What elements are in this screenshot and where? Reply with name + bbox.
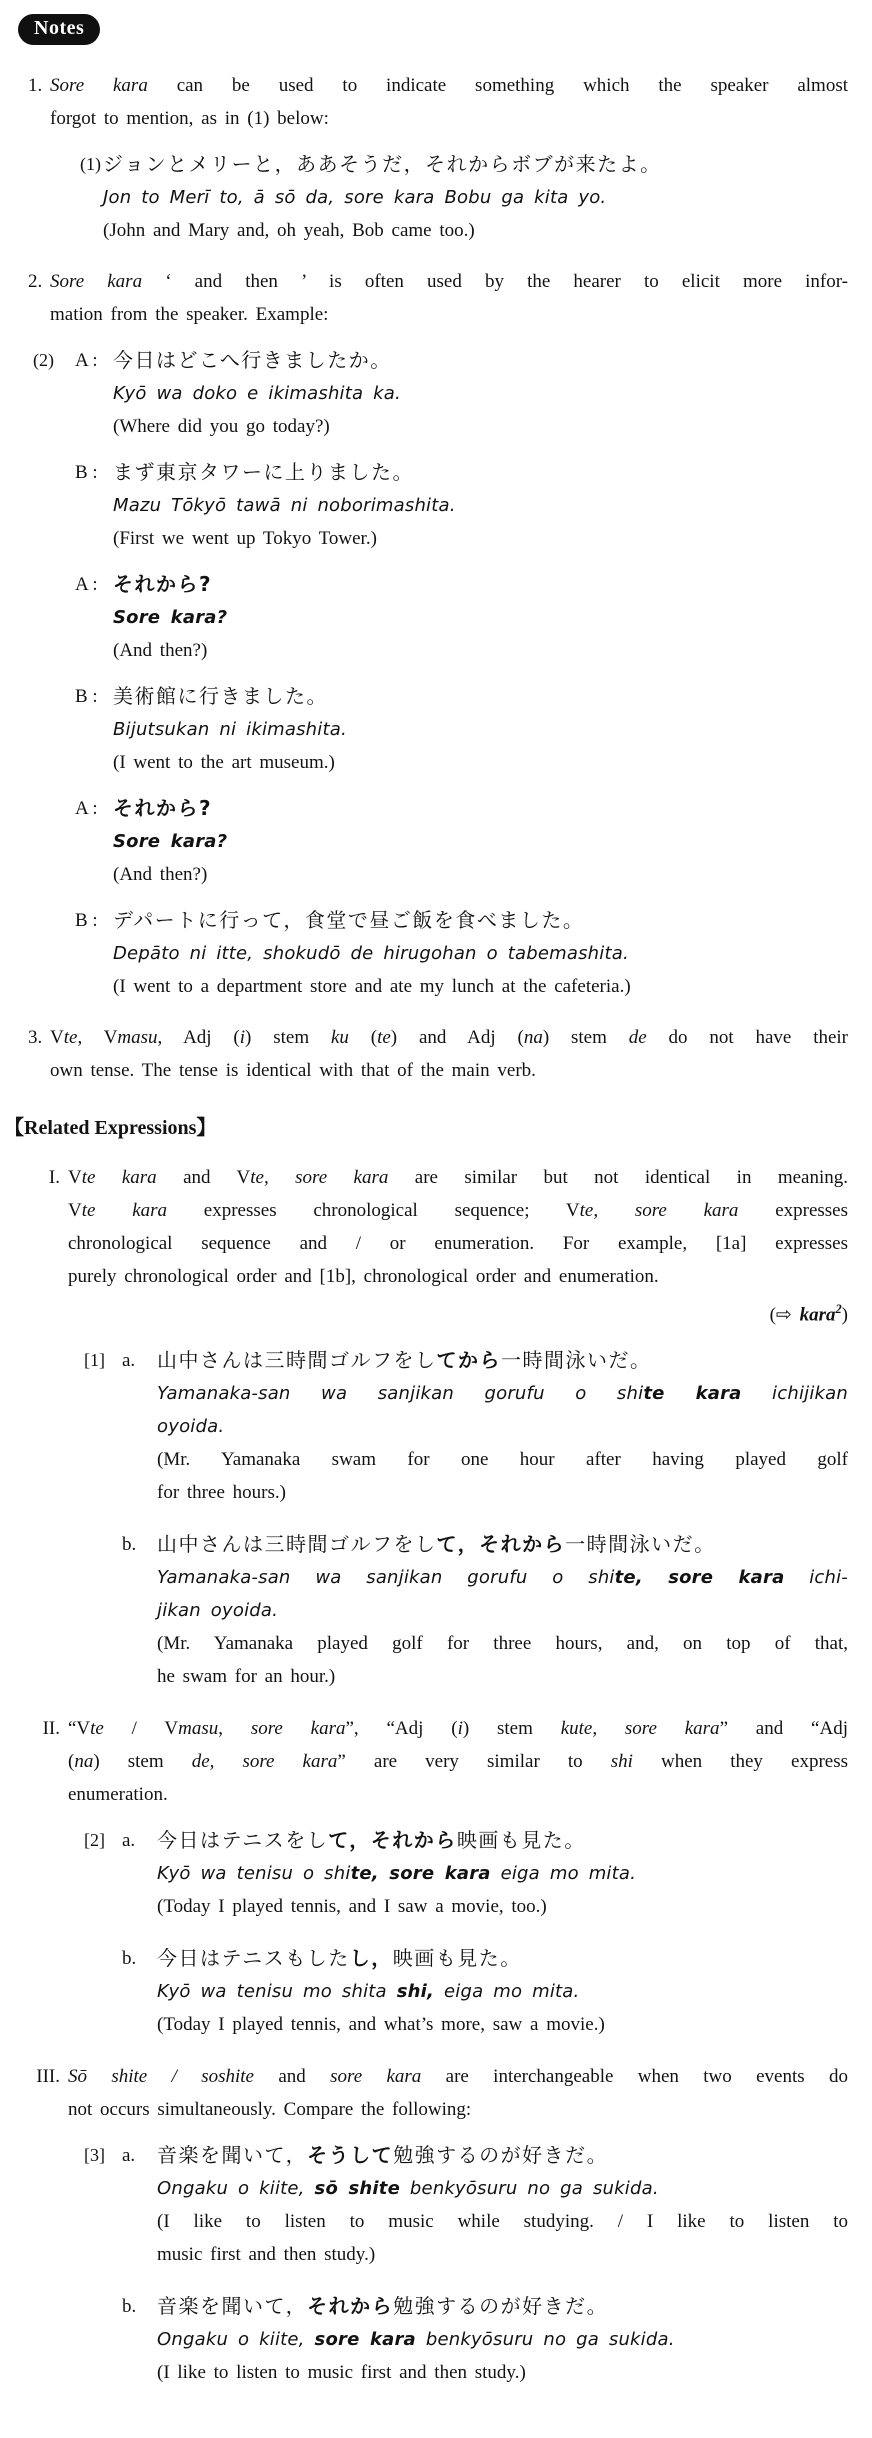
text-segment: (And then?) bbox=[113, 864, 208, 885]
note-item bbox=[0, 69, 848, 135]
romaji-line bbox=[113, 937, 848, 970]
item-number: 3. bbox=[28, 1027, 43, 1048]
text-segment: 一時間泳いだ。 bbox=[565, 1532, 716, 1557]
text-segment: are interchangeable when two events do bbox=[421, 2066, 849, 2088]
text-segment: Kyō wa tenisu o shi bbox=[157, 1863, 351, 1885]
english-line bbox=[68, 1194, 848, 1227]
english-line bbox=[113, 410, 848, 443]
text-segment: デパートに行って，食堂で昼ご飯を食べました。 bbox=[113, 908, 585, 932]
speaker-label: A : bbox=[75, 798, 98, 819]
related-expressions-header: 【Related Expressions】 bbox=[4, 1117, 217, 1139]
example-block bbox=[0, 148, 848, 247]
dialogue-turn bbox=[0, 792, 848, 891]
text-segment: ) stem bbox=[93, 1751, 192, 1773]
japanese-line bbox=[113, 792, 848, 825]
text-segment: (Today I played tennis, and what’s more, saw a movie.) bbox=[157, 2014, 605, 2036]
notes-badge: Notes bbox=[18, 14, 100, 45]
romaji-line bbox=[157, 2172, 848, 2205]
text-segment: masu bbox=[178, 1718, 219, 1740]
speaker-label: B : bbox=[75, 910, 98, 931]
text-segment: i bbox=[457, 1718, 463, 1740]
text-segment: benkyōsuru no ga sukida. bbox=[415, 2329, 675, 2351]
text-segment: sore kara bbox=[250, 1718, 346, 1740]
text-segment: ichi- bbox=[784, 1567, 848, 1589]
text-segment: (I like to listen to music while studying. / I like to listen to bbox=[157, 2211, 848, 2233]
sub-example bbox=[0, 2290, 848, 2389]
romaji-line bbox=[113, 377, 848, 410]
english-line bbox=[68, 2060, 848, 2093]
text-segment: Yamanaka-san wa sanjikan gorufu o shi bbox=[157, 1383, 644, 1405]
text-segment: te, sore kara bbox=[250, 1167, 389, 1188]
japanese-line bbox=[157, 1942, 848, 1975]
text-segment: na bbox=[74, 1751, 94, 1773]
text-segment: ) stem bbox=[542, 1027, 629, 1048]
text-segment: , V bbox=[77, 1027, 118, 1048]
text-segment: ジョンとメリーと，ああそうだ，それからボブが来たよ。 bbox=[103, 152, 662, 176]
item-number: III. bbox=[36, 2066, 60, 2088]
text-segment: own tense. The tense is identical with that of the main verb. bbox=[50, 1060, 536, 1081]
text-segment: Sore kara? bbox=[113, 607, 228, 628]
text-segment: Sore kara bbox=[50, 271, 143, 292]
text-segment: music first and then study.) bbox=[157, 2244, 376, 2266]
japanese-line bbox=[113, 568, 848, 601]
bracket-label: [1] bbox=[84, 1350, 105, 1371]
text-segment: (Mr. Yamanaka swam for one hour after having played golf bbox=[157, 1449, 848, 1471]
text-segment: te bbox=[377, 1027, 391, 1048]
letter-label: a. bbox=[122, 1830, 136, 1852]
text-segment: ‘ and then ’ is often used by the hearer to elicit more infor- bbox=[142, 271, 848, 292]
note-item bbox=[0, 1021, 848, 1087]
text-segment: , Adj ( bbox=[157, 1027, 240, 1048]
text-segment: ”, “Adj ( bbox=[345, 1718, 458, 1740]
text-segment: (Today I played tennis, and I saw a movie, too.) bbox=[157, 1896, 547, 1918]
text-segment: そうして bbox=[307, 2143, 394, 2168]
note-item bbox=[0, 265, 848, 331]
text-segment: Ongaku o kiite, bbox=[157, 2178, 315, 2200]
english-line bbox=[157, 1476, 848, 1509]
english-line bbox=[68, 1745, 848, 1778]
text-segment: V bbox=[68, 1167, 82, 1188]
text-segment: Bijutsukan ni ikimashita. bbox=[113, 719, 347, 740]
text-segment: ku bbox=[330, 1027, 349, 1048]
letter-label: b. bbox=[122, 1534, 137, 1556]
romaji-line bbox=[113, 825, 848, 858]
japanese-line bbox=[113, 680, 848, 713]
text-segment: それから? bbox=[113, 796, 213, 820]
japanese-line bbox=[157, 1344, 848, 1377]
text-segment: te kara bbox=[643, 1383, 742, 1405]
dialogue-turn bbox=[0, 344, 848, 443]
text-segment: expresses bbox=[738, 1200, 848, 1221]
text-segment: te bbox=[90, 1718, 104, 1740]
text-segment: V bbox=[68, 1200, 82, 1221]
letter-label: a. bbox=[122, 2145, 136, 2167]
text-segment: それから bbox=[307, 2294, 394, 2319]
text-segment: i bbox=[239, 1027, 246, 1048]
romaji-line bbox=[157, 1410, 848, 1443]
text-segment: 今日はテニスをし bbox=[157, 1828, 329, 1853]
text-segment: V bbox=[50, 1027, 64, 1048]
text-segment: shi bbox=[610, 1751, 633, 1773]
bracket-label: [2] bbox=[84, 1830, 105, 1851]
text-segment: “V bbox=[68, 1718, 91, 1740]
english-line bbox=[68, 1712, 848, 1745]
text-segment: te kara bbox=[81, 1200, 168, 1221]
text-segment: 音楽を聞いて， bbox=[157, 2143, 308, 2168]
text-segment: jikan oyoida. bbox=[157, 1600, 279, 1622]
bracket-label: [3] bbox=[84, 2145, 105, 2166]
text-segment: ” and “Adj bbox=[719, 1718, 848, 1740]
english-line bbox=[68, 1161, 848, 1194]
text-segment: ichijikan bbox=[741, 1383, 849, 1405]
text-segment: (First we went up Tokyo Tower.) bbox=[113, 528, 377, 549]
romaji-line bbox=[157, 1857, 848, 1890]
english-line bbox=[50, 69, 848, 102]
text-segment: Mazu Tōkyō tawā ni noborimashita. bbox=[113, 495, 456, 516]
english-line bbox=[157, 2238, 848, 2271]
english-line bbox=[50, 265, 848, 298]
japanese-line bbox=[157, 1824, 848, 1857]
romaji-line bbox=[113, 489, 848, 522]
japanese-line bbox=[103, 148, 848, 181]
dialogue-turn bbox=[0, 680, 848, 779]
text-segment: oyoida. bbox=[157, 1416, 225, 1438]
english-line bbox=[157, 2008, 848, 2041]
english-line bbox=[50, 1021, 848, 1054]
english-line bbox=[103, 214, 848, 247]
text-segment: まず東京タワーに上りました。 bbox=[113, 460, 414, 484]
text-segment: enumeration. bbox=[68, 1784, 168, 1806]
letter-label: b. bbox=[122, 1948, 137, 1970]
text-segment: (And then?) bbox=[113, 640, 208, 661]
text-segment: benkyōsuru no ga sukida. bbox=[400, 2178, 659, 2200]
text-segment: Jon to Merī to, ā sō da, sore kara Bobu ga kita yo. bbox=[103, 187, 607, 208]
letter-label: a. bbox=[122, 1350, 136, 1372]
text-segment: Yamanaka-san wa sanjikan gorufu o shi bbox=[157, 1567, 615, 1589]
text-segment: eiga mo mita. bbox=[434, 1981, 580, 2003]
text-segment: (Where did you go today?) bbox=[113, 416, 330, 437]
text-segment: 音楽を聞いて， bbox=[157, 2294, 308, 2319]
text-segment: are similar but not identical in meaning. bbox=[388, 1167, 849, 1188]
text-segment: mation from the speaker. Example: bbox=[50, 304, 329, 325]
speaker-label: A : bbox=[75, 574, 98, 595]
text-segment: て，それから bbox=[328, 1828, 457, 1853]
text-segment: (⇨ bbox=[769, 1304, 800, 1326]
english-line bbox=[157, 1890, 848, 1923]
romaji-line bbox=[157, 1377, 848, 1410]
text-segment: ( bbox=[68, 1751, 75, 1773]
text-segment: それから? bbox=[113, 572, 213, 596]
item-number: 1. bbox=[28, 75, 43, 96]
related-item bbox=[0, 2060, 848, 2126]
japanese-line bbox=[157, 2290, 848, 2323]
item-number: 2. bbox=[28, 271, 43, 292]
text-segment: 美術館に行きました。 bbox=[113, 684, 328, 708]
text-segment: te bbox=[63, 1027, 78, 1048]
sub-example bbox=[0, 2139, 848, 2271]
text-segment: ) stem bbox=[462, 1718, 561, 1740]
english-line bbox=[113, 634, 848, 667]
text-segment: Ongaku o kiite, bbox=[157, 2329, 315, 2351]
text-segment: 山中さんは三時間ゴルフをし bbox=[157, 1532, 437, 1557]
sub-example bbox=[0, 1942, 848, 2041]
japanese-line bbox=[113, 344, 848, 377]
english-line bbox=[68, 1778, 848, 1811]
dialogue-turn bbox=[0, 568, 848, 667]
text-segment: not occurs simultaneously. Compare the following: bbox=[68, 2099, 472, 2121]
text-segment: sō shite bbox=[314, 2178, 400, 2200]
text-segment: (I like to listen to music first and then study.) bbox=[157, 2362, 526, 2384]
text-segment: し， bbox=[349, 1946, 393, 1971]
text-segment: 映画も見た。 bbox=[456, 1828, 586, 1853]
example-label: (2) bbox=[33, 350, 54, 370]
text-segment: Kyō wa tenisu mo shita bbox=[157, 1981, 397, 2003]
related-item bbox=[0, 1712, 848, 1811]
japanese-line bbox=[157, 1528, 848, 1561]
text-segment: , bbox=[218, 1718, 251, 1740]
text-segment: Sō shite / soshite bbox=[68, 2066, 254, 2088]
text-segment: expresses chronological sequence; V bbox=[167, 1200, 580, 1221]
related-item bbox=[0, 1161, 848, 1331]
text-segment: (Mr. Yamanaka played golf for three hours, and, on top of that, bbox=[157, 1633, 848, 1655]
text-segment: 一時間泳いだ。 bbox=[501, 1348, 652, 1373]
text-segment: eiga mo mita. bbox=[490, 1863, 637, 1885]
item-number: I. bbox=[48, 1167, 60, 1188]
english-line bbox=[68, 1293, 848, 1331]
text-segment: kara bbox=[799, 1304, 836, 1326]
text-segment: forgot to mention, as in (1) below: bbox=[50, 108, 329, 129]
text-segment: 映画も見た。 bbox=[392, 1946, 522, 1971]
english-line bbox=[157, 1627, 848, 1660]
text-segment: Sore kara bbox=[50, 75, 148, 96]
text-segment: ” are very similar to bbox=[337, 1751, 611, 1773]
text-segment: do not have their bbox=[646, 1027, 849, 1048]
text-segment: for three hours.) bbox=[157, 1482, 286, 1504]
text-segment: he swam for an hour.) bbox=[157, 1666, 336, 1688]
english-line bbox=[50, 298, 848, 331]
text-segment: de bbox=[628, 1027, 647, 1048]
english-line bbox=[113, 522, 848, 555]
text-segment: Sore kara? bbox=[113, 831, 228, 852]
text-segment: de, sore kara bbox=[191, 1751, 338, 1773]
text-segment: 今日はテニスもした bbox=[157, 1946, 350, 1971]
text-segment: masu bbox=[117, 1027, 158, 1048]
japanese-line bbox=[113, 904, 848, 937]
english-line bbox=[50, 1054, 848, 1087]
text-segment: 勉強するのが好きだ。 bbox=[393, 2143, 609, 2168]
dialogue-turn bbox=[0, 456, 848, 555]
japanese-line bbox=[113, 456, 848, 489]
romaji-line bbox=[113, 713, 848, 746]
text-segment: can be used to indicate something which the speaker almost bbox=[147, 75, 848, 96]
english-line bbox=[50, 102, 848, 135]
text-segment: Kyō wa doko e ikimashita ka. bbox=[113, 383, 401, 404]
text-segment: ) stem bbox=[245, 1027, 331, 1048]
english-line bbox=[113, 970, 848, 1003]
english-line bbox=[157, 1443, 848, 1476]
text-segment: ) and Adj ( bbox=[390, 1027, 524, 1048]
text-segment: 山中さんは三時間ゴルフをし bbox=[157, 1348, 437, 1373]
text-segment: te kara bbox=[81, 1167, 157, 1188]
sub-example bbox=[0, 1344, 848, 1509]
text-segment: te, sore kara bbox=[614, 1567, 785, 1589]
text-segment: (I went to a department store and ate my lunch at the cafeteria.) bbox=[113, 976, 631, 997]
text-segment: chronological sequence and / or enumeration. For example, [1a] expresses bbox=[68, 1233, 848, 1254]
sub-example bbox=[0, 1824, 848, 1923]
text-segment: kute, sore kara bbox=[560, 1718, 720, 1740]
text-segment: ( bbox=[348, 1027, 378, 1048]
english-line bbox=[68, 2093, 848, 2126]
romaji-line bbox=[157, 2323, 848, 2356]
english-line bbox=[113, 746, 848, 779]
japanese-line bbox=[157, 2139, 848, 2172]
text-segment: / V bbox=[103, 1718, 179, 1740]
english-line bbox=[157, 1660, 848, 1693]
romaji-line bbox=[157, 1594, 848, 1627]
text-segment: 2 bbox=[835, 1302, 842, 1316]
dialogue-turn bbox=[0, 904, 848, 1003]
text-segment: and bbox=[253, 2066, 331, 2088]
text-segment: てから bbox=[436, 1348, 501, 1373]
text-segment: (I went to the art museum.) bbox=[113, 752, 335, 773]
text-segment: shi, bbox=[396, 1981, 435, 2003]
romaji-line bbox=[157, 1561, 848, 1594]
text-segment: and V bbox=[156, 1167, 251, 1188]
romaji-line bbox=[113, 601, 848, 634]
text-segment: 今日はどこへ行きましたか。 bbox=[113, 348, 392, 372]
sub-example bbox=[0, 1528, 848, 1693]
text-segment: sore kara bbox=[330, 2066, 422, 2088]
english-line bbox=[68, 1260, 848, 1293]
speaker-label: A : bbox=[75, 350, 98, 371]
text-segment: when they express bbox=[632, 1751, 848, 1773]
example-label: (1) bbox=[80, 154, 101, 174]
english-line bbox=[68, 1227, 848, 1260]
text-segment: 勉強するのが好きだ。 bbox=[393, 2294, 609, 2319]
text-segment: Depāto ni itte, shokudō de hirugohan o tabemashita. bbox=[113, 943, 629, 964]
romaji-line bbox=[103, 181, 848, 214]
text-segment: na bbox=[523, 1027, 543, 1048]
item-number: II. bbox=[42, 1718, 60, 1740]
english-line bbox=[113, 858, 848, 891]
text-segment: て，それから bbox=[436, 1532, 566, 1557]
text-segment: te, sore kara bbox=[350, 1863, 491, 1885]
text-segment: purely chronological order and [1b], chronological order and enumeration. bbox=[68, 1266, 659, 1287]
english-line bbox=[157, 2356, 848, 2389]
notes-content bbox=[0, 69, 848, 2389]
text-segment: ) bbox=[841, 1304, 848, 1326]
romaji-line bbox=[157, 1975, 848, 2008]
english-line bbox=[157, 2205, 848, 2238]
text-segment: te, sore kara bbox=[579, 1200, 739, 1221]
letter-label: b. bbox=[122, 2296, 137, 2318]
text-segment: (John and Mary and, oh yeah, Bob came too.) bbox=[103, 220, 475, 241]
text-segment: sore kara bbox=[314, 2329, 416, 2351]
speaker-label: B : bbox=[75, 462, 98, 483]
speaker-label: B : bbox=[75, 686, 98, 707]
